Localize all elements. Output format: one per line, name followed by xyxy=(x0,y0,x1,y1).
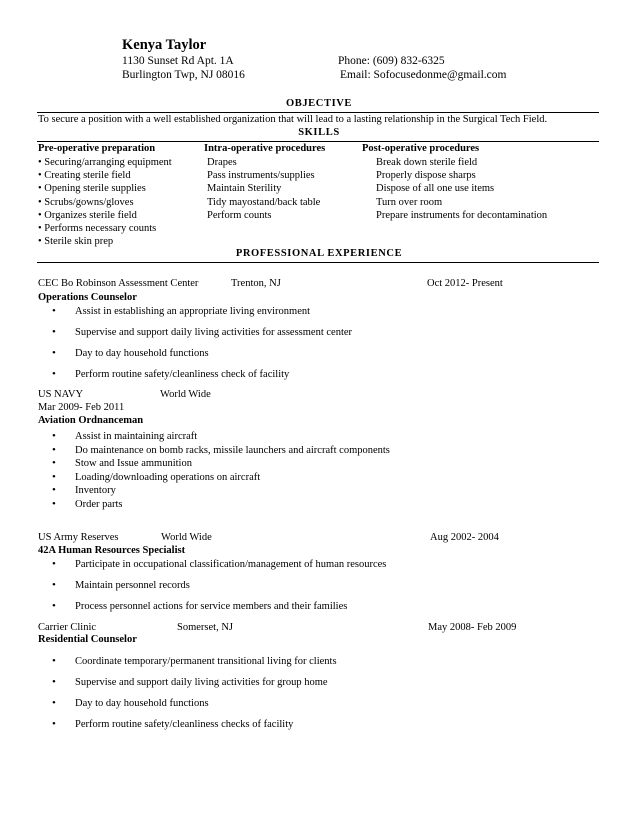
job-4-dates: May 2008- Feb 2009 xyxy=(428,622,517,633)
list-item: • Supervise and support daily living activities for assessment center xyxy=(75,326,352,347)
list-item: • Order parts xyxy=(75,498,390,512)
job-3-title: 42A Human Resources Specialist xyxy=(38,545,186,556)
job-3-employer: US Army Reserves xyxy=(38,532,119,543)
job-2-title: Aviation Ordnanceman xyxy=(38,415,144,426)
job-1-employer: CEC Bo Robinson Assessment Center xyxy=(38,278,199,289)
skills-divider xyxy=(37,141,599,142)
list-item: • Assist in maintaining aircraft xyxy=(75,430,390,444)
list-item: • Maintain personnel records xyxy=(75,579,386,600)
skills-col1-list xyxy=(38,156,172,248)
objective-text: To secure a position with a well established organization that will lead to a lasting relationship in the Surgical Tech Field. xyxy=(38,114,548,125)
objective-heading: OBJECTIVE xyxy=(285,98,353,109)
job-3-dates: Aug 2002- 2004 xyxy=(430,532,499,543)
skills-col3-list xyxy=(376,156,547,222)
job-4-duties xyxy=(75,655,337,739)
job-4-location: Somerset, NJ xyxy=(177,622,233,633)
list-item: • Organizes sterile field xyxy=(38,209,137,221)
job-2-duties xyxy=(75,430,390,511)
job-1-location: Trenton, NJ xyxy=(231,278,281,289)
skills-col2-list xyxy=(207,156,320,222)
list-item: • Coordinate temporary/permanent transitional living for clients xyxy=(75,655,337,676)
phone-number: Phone: (609) 832-6325 xyxy=(338,55,445,67)
list-item: • Day to day household functions xyxy=(75,697,337,718)
job-1-dates: Oct 2012- Present xyxy=(427,278,503,289)
job-2-employer: US NAVY xyxy=(38,389,84,400)
list-item: • Stow and Issue ammunition xyxy=(75,457,390,471)
list-item: Tidy mayostand/back table xyxy=(207,196,321,208)
email-address: Email: Sofocusedonme@gmail.com xyxy=(340,69,507,81)
list-item: Turn over room xyxy=(376,196,443,208)
objective-divider xyxy=(37,112,599,113)
list-item: • Inventory xyxy=(75,484,390,498)
job-1-title: Operations Counselor xyxy=(38,292,137,303)
skills-col2-title: Intra-operative procedures xyxy=(204,143,326,154)
experience-divider xyxy=(37,262,599,263)
skills-col1-title: Pre-operative preparation xyxy=(38,143,156,154)
list-item: • Day to day household functions xyxy=(75,347,352,368)
list-item: • Opening sterile supplies xyxy=(38,183,146,195)
list-item: Break down sterile field xyxy=(376,157,478,168)
list-item: • Assist in establishing an appropriate living environment xyxy=(75,305,352,326)
job-4-title: Residential Counselor xyxy=(38,634,137,645)
list-item: • Scrubs/gowns/gloves xyxy=(38,196,134,208)
list-item: • Participate in occupational classification/management of human resources xyxy=(75,558,386,579)
skills-col3-title: Post-operative procedures xyxy=(362,143,480,154)
skills-heading: SKILLS xyxy=(298,127,340,138)
list-item: Pass instruments/supplies xyxy=(207,170,315,182)
list-item: • Performs necessary counts xyxy=(38,222,157,234)
list-item: • Loading/downloading operations on aircraft xyxy=(75,471,390,485)
list-item: Maintain Sterility xyxy=(207,183,282,195)
job-1-duties xyxy=(75,305,352,389)
list-item: Prepare instruments for decontamination xyxy=(376,209,548,221)
list-item: Properly dispose sharps xyxy=(376,170,476,182)
list-item: • Perform routine safety/cleanliness check of facility xyxy=(75,368,352,389)
address-line-1: 1130 Sunset Rd Apt. 1A xyxy=(122,55,234,67)
job-3-location: World Wide xyxy=(161,532,212,543)
list-item: • Creating sterile field xyxy=(38,170,131,182)
job-3-duties xyxy=(75,558,386,621)
list-item: • Do maintenance on bomb racks, missile launchers and aircraft components xyxy=(75,444,390,458)
job-2-dates: Mar 2009- Feb 2011 xyxy=(38,402,125,413)
job-4-employer: Carrier Clinic xyxy=(38,622,97,633)
list-item: • Sterile skin prep xyxy=(38,236,114,248)
list-item: • Perform routine safety/cleanliness checks of facility xyxy=(75,718,337,739)
list-item: • Process personnel actions for service members and their families xyxy=(75,600,386,621)
list-item: Drapes xyxy=(207,157,237,168)
candidate-name: Kenya Taylor xyxy=(122,37,207,53)
experience-heading: PROFESSIONAL EXPERIENCE xyxy=(235,248,403,259)
list-item: Perform counts xyxy=(207,209,272,221)
job-2-location: World Wide xyxy=(160,389,211,400)
list-item: • Supervise and support daily living activities for group home xyxy=(75,676,337,697)
list-item: • Securing/arranging equipment xyxy=(38,157,172,168)
list-item: Dispose of all one use items xyxy=(376,183,495,195)
address-line-2: Burlington Twp, NJ 08016 xyxy=(122,69,245,81)
